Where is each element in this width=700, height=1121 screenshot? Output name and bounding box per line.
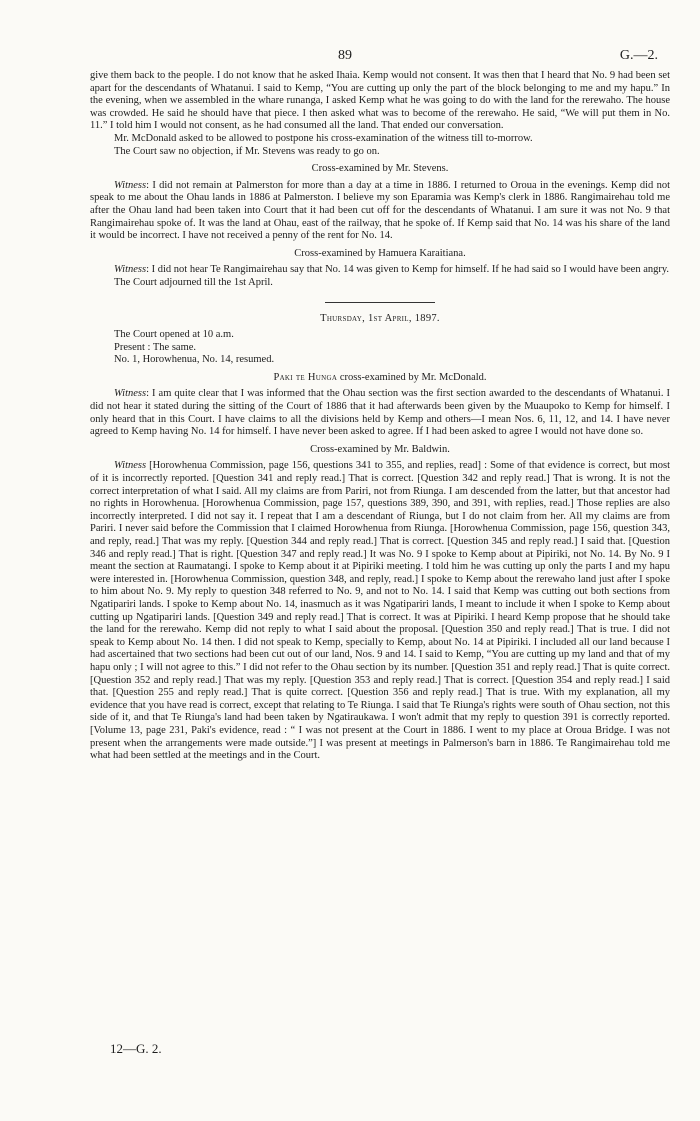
page-footer: 12—G. 2. [110, 1041, 162, 1056]
paragraph-adjourn: The Court adjourned till the 1st April. [114, 276, 273, 288]
testimony-baldwin [90, 460, 670, 762]
paragraph-mcdonald-request: Mr. McDonald asked to be allowed to postpone his cross-examination of the witness till to-morrow. [114, 132, 533, 144]
section-divider [325, 302, 435, 303]
testimony-hamuera [90, 264, 670, 277]
heading-cross-exam-mcdonald [90, 372, 670, 385]
witness-label: Witness [114, 264, 147, 276]
testimony-stevens [90, 180, 670, 243]
heading-rest: cross-examined by Mr. McDonald. [337, 371, 487, 383]
witness-name: Paki te Hunga [273, 371, 338, 383]
document-body [90, 70, 670, 763]
witness-label: Witness [114, 179, 147, 191]
paragraph-continued: give them back to the people. I do not know that he asked Ihaia. Kemp would not consent. It was then that I heard that No. 9 had been set apart for the descendants of Whatanui. I said to Kemp, “You are cutting up only the part of the block belonging to me and my hapu.” In the evening, when we assembled in the whare runanga, I asked Kemp what he was going to do with the land for the rerewaho. The house was crowded. He said he should have that piece. I then asked what was to become of the rerewaho. He said, “We will put them in No. 11.” I told him I would not consent, as he had consumed all the land. That ended our conversation. [90, 70, 670, 132]
opening-line-1: The Court opened at 10 a.m. [114, 329, 234, 341]
opening-line-3: No. 1, Horowhenua, No. 14, resumed. [114, 354, 275, 366]
testimony-text: : I am quite clear that I was informed that the Ohau section was the first section awarded to the descendants of Whatanui. I did not hear it stated during the sitting of the Court of 1886 that it had afterwards been given by the Muaupoko to Kemp for himself. I only heard that in this Court. I have claims to all the divisions held by Kemp and others—I mean Nos. 6, 11, 12, and 14. I have never agreed to Kemp having No. 14 for himself. I have never been asked to agree. If I had been asked to agree I would not have done so. [90, 388, 670, 438]
heading-cross-exam-stevens: Cross-examined by Mr. Stevens. [311, 163, 449, 175]
heading-cross-exam-hamuera: Cross-examined by Hamuera Karaitiana. [294, 247, 466, 259]
document-reference: G.—2. [619, 48, 658, 63]
heading-cross-exam-baldwin: Cross-examined by Mr. Baldwin. [310, 443, 450, 455]
paragraph-court-response: The Court saw no objection, if Mr. Stevens was ready to go on. [114, 145, 380, 157]
opening-line-2: Present : The same. [114, 341, 197, 353]
testimony-text: : I did not hear Te Rangimairehau say that No. 14 was given to Kemp for himself. If he had said so I would have been angry. [146, 264, 670, 276]
page-header [90, 48, 670, 64]
testimony-text: : I did not remain at Palmerston for more than a day at a time in 1886. I returned to Oroua in the evenings. Kemp did not speak to me about the Ohau lands in 1886 at Palmerston. I believe my son Eparamia was Kemp's clerk in 1886. Rangimairehau told me after the Ohau land had been taken into Court that it had been cut off for the descendants of Whatanui. I am sure it was not No. 9 that Rangimairehau spoke of. It was the land at Ohau, east of the railway, that he spoke of. If Kemp said that No. 14 was his share of the land it would be incorrect. I have not received a penny of the rent for No. 14. [90, 179, 670, 242]
testimony-mcdonald [90, 388, 670, 438]
testimony-text: [Horowhenua Commission, page 156, questions 341 to 355, and replies, read] : Some of that evidence is correct, but most of it is incorrectly reported. [Question 341 and reply read.] That is correct. [Question 342 and reply read.] That is wrong. It is not the correct interpretation of what I said. All my claims are from Pariri, not from Riunga. I am descended from the latter, but that ancestor had no rights in Horowhenua. [Horowhenua Commission, page 157, questions 389, 390, and 391, with replies, read.] Those replies are also incorrectly interpreted. I did not say it. I repeat that I am a descendant of Riunga, but I do not claim from her. All my claims are from Pariri. I never said before the Commission that I claimed Horowhenua from Riunga. [Horowhenua Commission, page 156, question 343, and reply, read.] That was my reply. [Question 344 and reply read.] That is correct. [Question 345 and reply read.] I said that. [Question 346 and reply read.] That is right. [Question 347 and reply read.] It was No. 9 I spoke to Kemp about at Pipiriki, not No. 14. By No. 9 I meant the section at Raumatangi. I spoke to Kemp about it at Pipiriki meeting. I told him he was cutting up only the parts I and my hapu were interested in. [Horowhenua Commission, question 348, and reply, read.] I spoke to Kemp about the rerewaho land just after I spoke to him about No. 9. My reply to question 348 referred to No. 9, and not to No. 14. I said that Kemp was cutting out both sections from Ngatipariri lands. I spoke to Kemp about No. 14, inasmuch as it was Ngatipariri lands, I meant to include it when I spoke to Kemp about cutting up Ngatipariri lands. [Question 349 and reply read.] That is correct. It was at Pipiriki. I heard Kemp propose that he should take the land for the rerewaho. Kemp did not reply to what I said about the proposal. [Question 350 and reply read.] That is true. I did not speak to Kemp about No. 14 then. I did not speak to Kemp, specially to Kemp, about No. 14 at Pipiriki. I included all our land because I had ascertained that two sections had been cut out of our land, Nos. 9 and 14. I said to Kemp, “You are cutting up my land and that of my hapu only ; I will not agree to this.” I did not refer to the Ohau section by its number. [Question 351 and reply read.] That is quite correct. [Question 352 and reply read.] That was my reply. [Question 353 and reply read.] That is correct. [Question 354 and reply read.] I said that. [Question 255 and reply read.] That is quite correct. [Question 356 and reply read.] That is true. With my explanation, all my evidence that you have read is correct, except that relating to Te Riunga. I said that Te Riunga's rights were south of Ohau section, not this side of it, and that Te Riunga's land had been taken by Ngatiraukawa. I won't admit that my reply to question 391 is correctly reported. [Volume 13, page 231, Paki's evidence, read : “ I was not present at the Court in 1886. I went to my place at Oroua Bridge. I was not present when the arrangements were made outside.”] I was present at meetings in Palmerson's barn in 1886. Te Rangimairehau told me what had been settled at the meetings and in the Court. [90, 460, 670, 762]
witness-label: Witness [114, 460, 147, 472]
page-number: 89 [338, 48, 352, 63]
witness-label: Witness [114, 388, 147, 400]
date-heading: Thursday, 1st April, 1897. [320, 312, 440, 324]
